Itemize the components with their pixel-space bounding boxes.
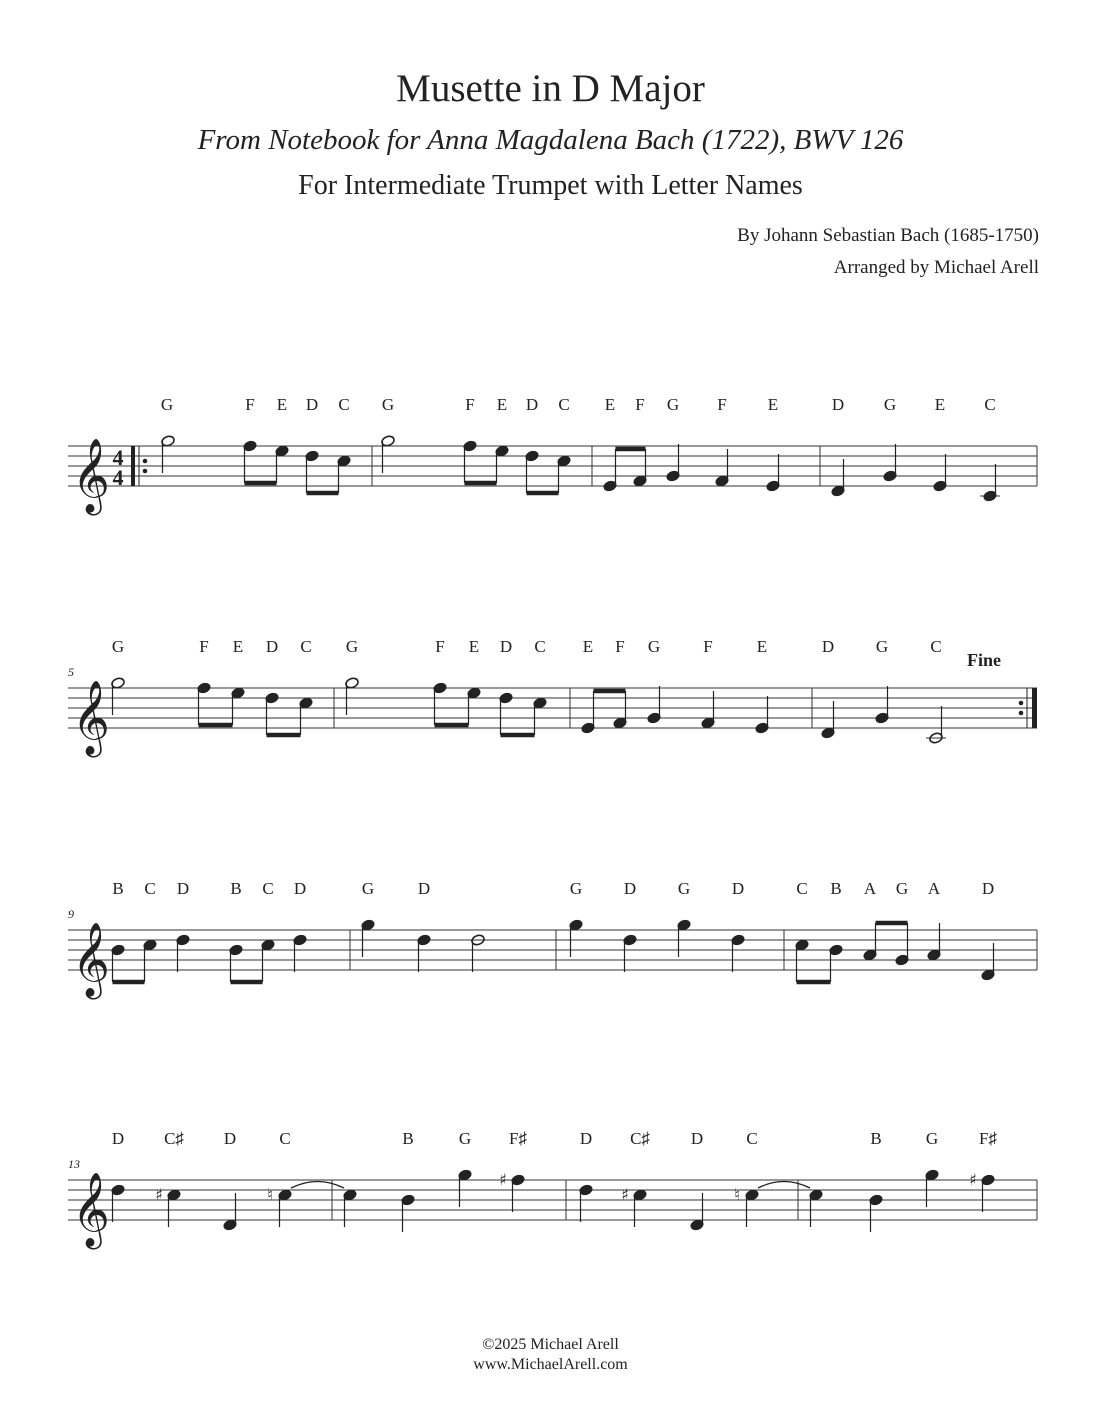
sharp-sign-icon: ♯ xyxy=(499,1170,507,1189)
copyright-notice: ©2025 Michael Arell xyxy=(482,1336,619,1353)
note-letter-name: C xyxy=(746,1129,758,1148)
note-letter-name: C xyxy=(300,637,312,656)
note-letter-name: E xyxy=(604,395,616,414)
repeat-dot xyxy=(143,459,148,464)
piece-subtitle: From Notebook for Anna Magdalena Bach (1722), BWV 126 xyxy=(197,124,904,156)
note-letter-name: F xyxy=(615,637,625,656)
treble-clef-icon: 𝄞 xyxy=(72,681,110,755)
staff-system xyxy=(68,395,1037,516)
note-letter-name: F♯ xyxy=(509,1129,527,1148)
measure-number: 9 xyxy=(68,907,74,921)
fine-marking: Fine xyxy=(967,650,1001,670)
note-letter-name: B xyxy=(112,879,124,898)
note-letter-name: D xyxy=(690,1129,704,1148)
note-letter-name: G xyxy=(647,637,661,656)
note-letter-name: D xyxy=(293,879,307,898)
note-letter-name: D xyxy=(525,395,539,414)
note-letter-name: C xyxy=(534,637,546,656)
note-letter-name: C xyxy=(338,395,350,414)
note-letter-name: C♯ xyxy=(630,1129,650,1148)
note-letter-name: B xyxy=(830,879,842,898)
note-letter-name: F xyxy=(245,395,255,414)
note-letter-name: G xyxy=(458,1129,472,1148)
note-letter-name: F xyxy=(435,637,445,656)
note-letter-name: C xyxy=(796,879,808,898)
note-letter-name: D xyxy=(417,879,431,898)
note-letter-name: F xyxy=(465,395,475,414)
note-letter-name: F♯ xyxy=(979,1129,997,1148)
repeat-start-thick-bar xyxy=(131,446,135,486)
note-letter-name: B xyxy=(230,879,242,898)
note-letter-name: E xyxy=(276,395,288,414)
note-letter-name: D xyxy=(265,637,279,656)
note-letter-name: E xyxy=(756,637,768,656)
note-letter-name: F xyxy=(635,395,645,414)
note-letter-name: D xyxy=(623,879,637,898)
note-letter-name: G xyxy=(345,637,359,656)
note-letter-name: D xyxy=(305,395,319,414)
website-link[interactable]: www.MichaelArell.com xyxy=(473,1356,628,1373)
note-letter-name: C xyxy=(930,637,942,656)
note-letter-name: D xyxy=(223,1129,237,1148)
note-letter-name: D xyxy=(176,879,190,898)
tie-arc xyxy=(758,1182,810,1189)
note-letter-name: E xyxy=(496,395,508,414)
time-signature-bottom: 4 xyxy=(112,465,124,490)
note-letter-name: D xyxy=(821,637,835,656)
note-letter-name: A xyxy=(863,879,877,898)
measure-number: 5 xyxy=(68,665,74,679)
arranger-credit: Arranged by Michael Arell xyxy=(833,257,1039,278)
note-letter-name: F xyxy=(717,395,727,414)
natural-sign-icon: ♮ xyxy=(267,1185,273,1204)
repeat-dot xyxy=(1019,701,1024,706)
note-letter-name: C xyxy=(262,879,274,898)
repeat-dot xyxy=(1019,711,1024,716)
note-letter-name: D xyxy=(579,1129,593,1148)
note-letter-name: F xyxy=(199,637,209,656)
note-letter-name: C xyxy=(144,879,156,898)
natural-sign-icon: ♮ xyxy=(734,1185,740,1204)
note-letter-name: C♯ xyxy=(164,1129,184,1148)
note-letter-name: G xyxy=(666,395,680,414)
treble-clef-icon: 𝄞 xyxy=(72,923,110,997)
note-letter-name: G xyxy=(875,637,889,656)
note-letter-name: D xyxy=(831,395,845,414)
treble-clef-icon: 𝄞 xyxy=(72,439,110,513)
piece-title: Musette in D Major xyxy=(396,67,705,110)
note-letter-name: C xyxy=(558,395,570,414)
note-letter-name: G xyxy=(361,879,375,898)
note-letter-name: G xyxy=(925,1129,939,1148)
note-letter-name: C xyxy=(279,1129,291,1148)
tie-arc xyxy=(291,1182,344,1189)
note-letter-name: D xyxy=(499,637,513,656)
instrument-subtitle: For Intermediate Trumpet with Letter Names xyxy=(298,170,803,201)
staff-system xyxy=(68,879,1037,1000)
note-letter-name: G xyxy=(160,395,174,414)
note-letter-name: C xyxy=(984,395,996,414)
note-letter-name: E xyxy=(934,395,946,414)
treble-clef-icon: 𝄞 xyxy=(72,1173,110,1247)
note-letter-name: D xyxy=(731,879,745,898)
note-letter-name: B xyxy=(870,1129,882,1148)
note-letter-name: G xyxy=(111,637,125,656)
staff-system xyxy=(68,1129,1037,1250)
note-letter-name: B xyxy=(402,1129,414,1148)
note-letter-name: E xyxy=(767,395,779,414)
note-letter-name: E xyxy=(582,637,594,656)
sharp-sign-icon: ♯ xyxy=(969,1170,977,1189)
note-letter-name: D xyxy=(111,1129,125,1148)
note-letter-name: A xyxy=(927,879,941,898)
time-signature-top: 4 xyxy=(112,445,124,470)
note-letter-name: D xyxy=(981,879,995,898)
note-letter-name: G xyxy=(569,879,583,898)
sharp-sign-icon: ♯ xyxy=(155,1185,163,1204)
composer-credit: By Johann Sebastian Bach (1685-1750) xyxy=(737,225,1039,246)
sharp-sign-icon: ♯ xyxy=(621,1185,629,1204)
staff-system xyxy=(68,637,1037,758)
note-letter-name: G xyxy=(883,395,897,414)
repeat-end-thick-bar xyxy=(1032,688,1037,728)
measure-number: 13 xyxy=(68,1157,80,1171)
note-letter-name: G xyxy=(381,395,395,414)
note-letter-name: E xyxy=(232,637,244,656)
note-letter-name: E xyxy=(468,637,480,656)
repeat-dot xyxy=(143,469,148,474)
note-letter-name: F xyxy=(703,637,713,656)
note-letter-name: G xyxy=(895,879,909,898)
note-letter-name: G xyxy=(677,879,691,898)
